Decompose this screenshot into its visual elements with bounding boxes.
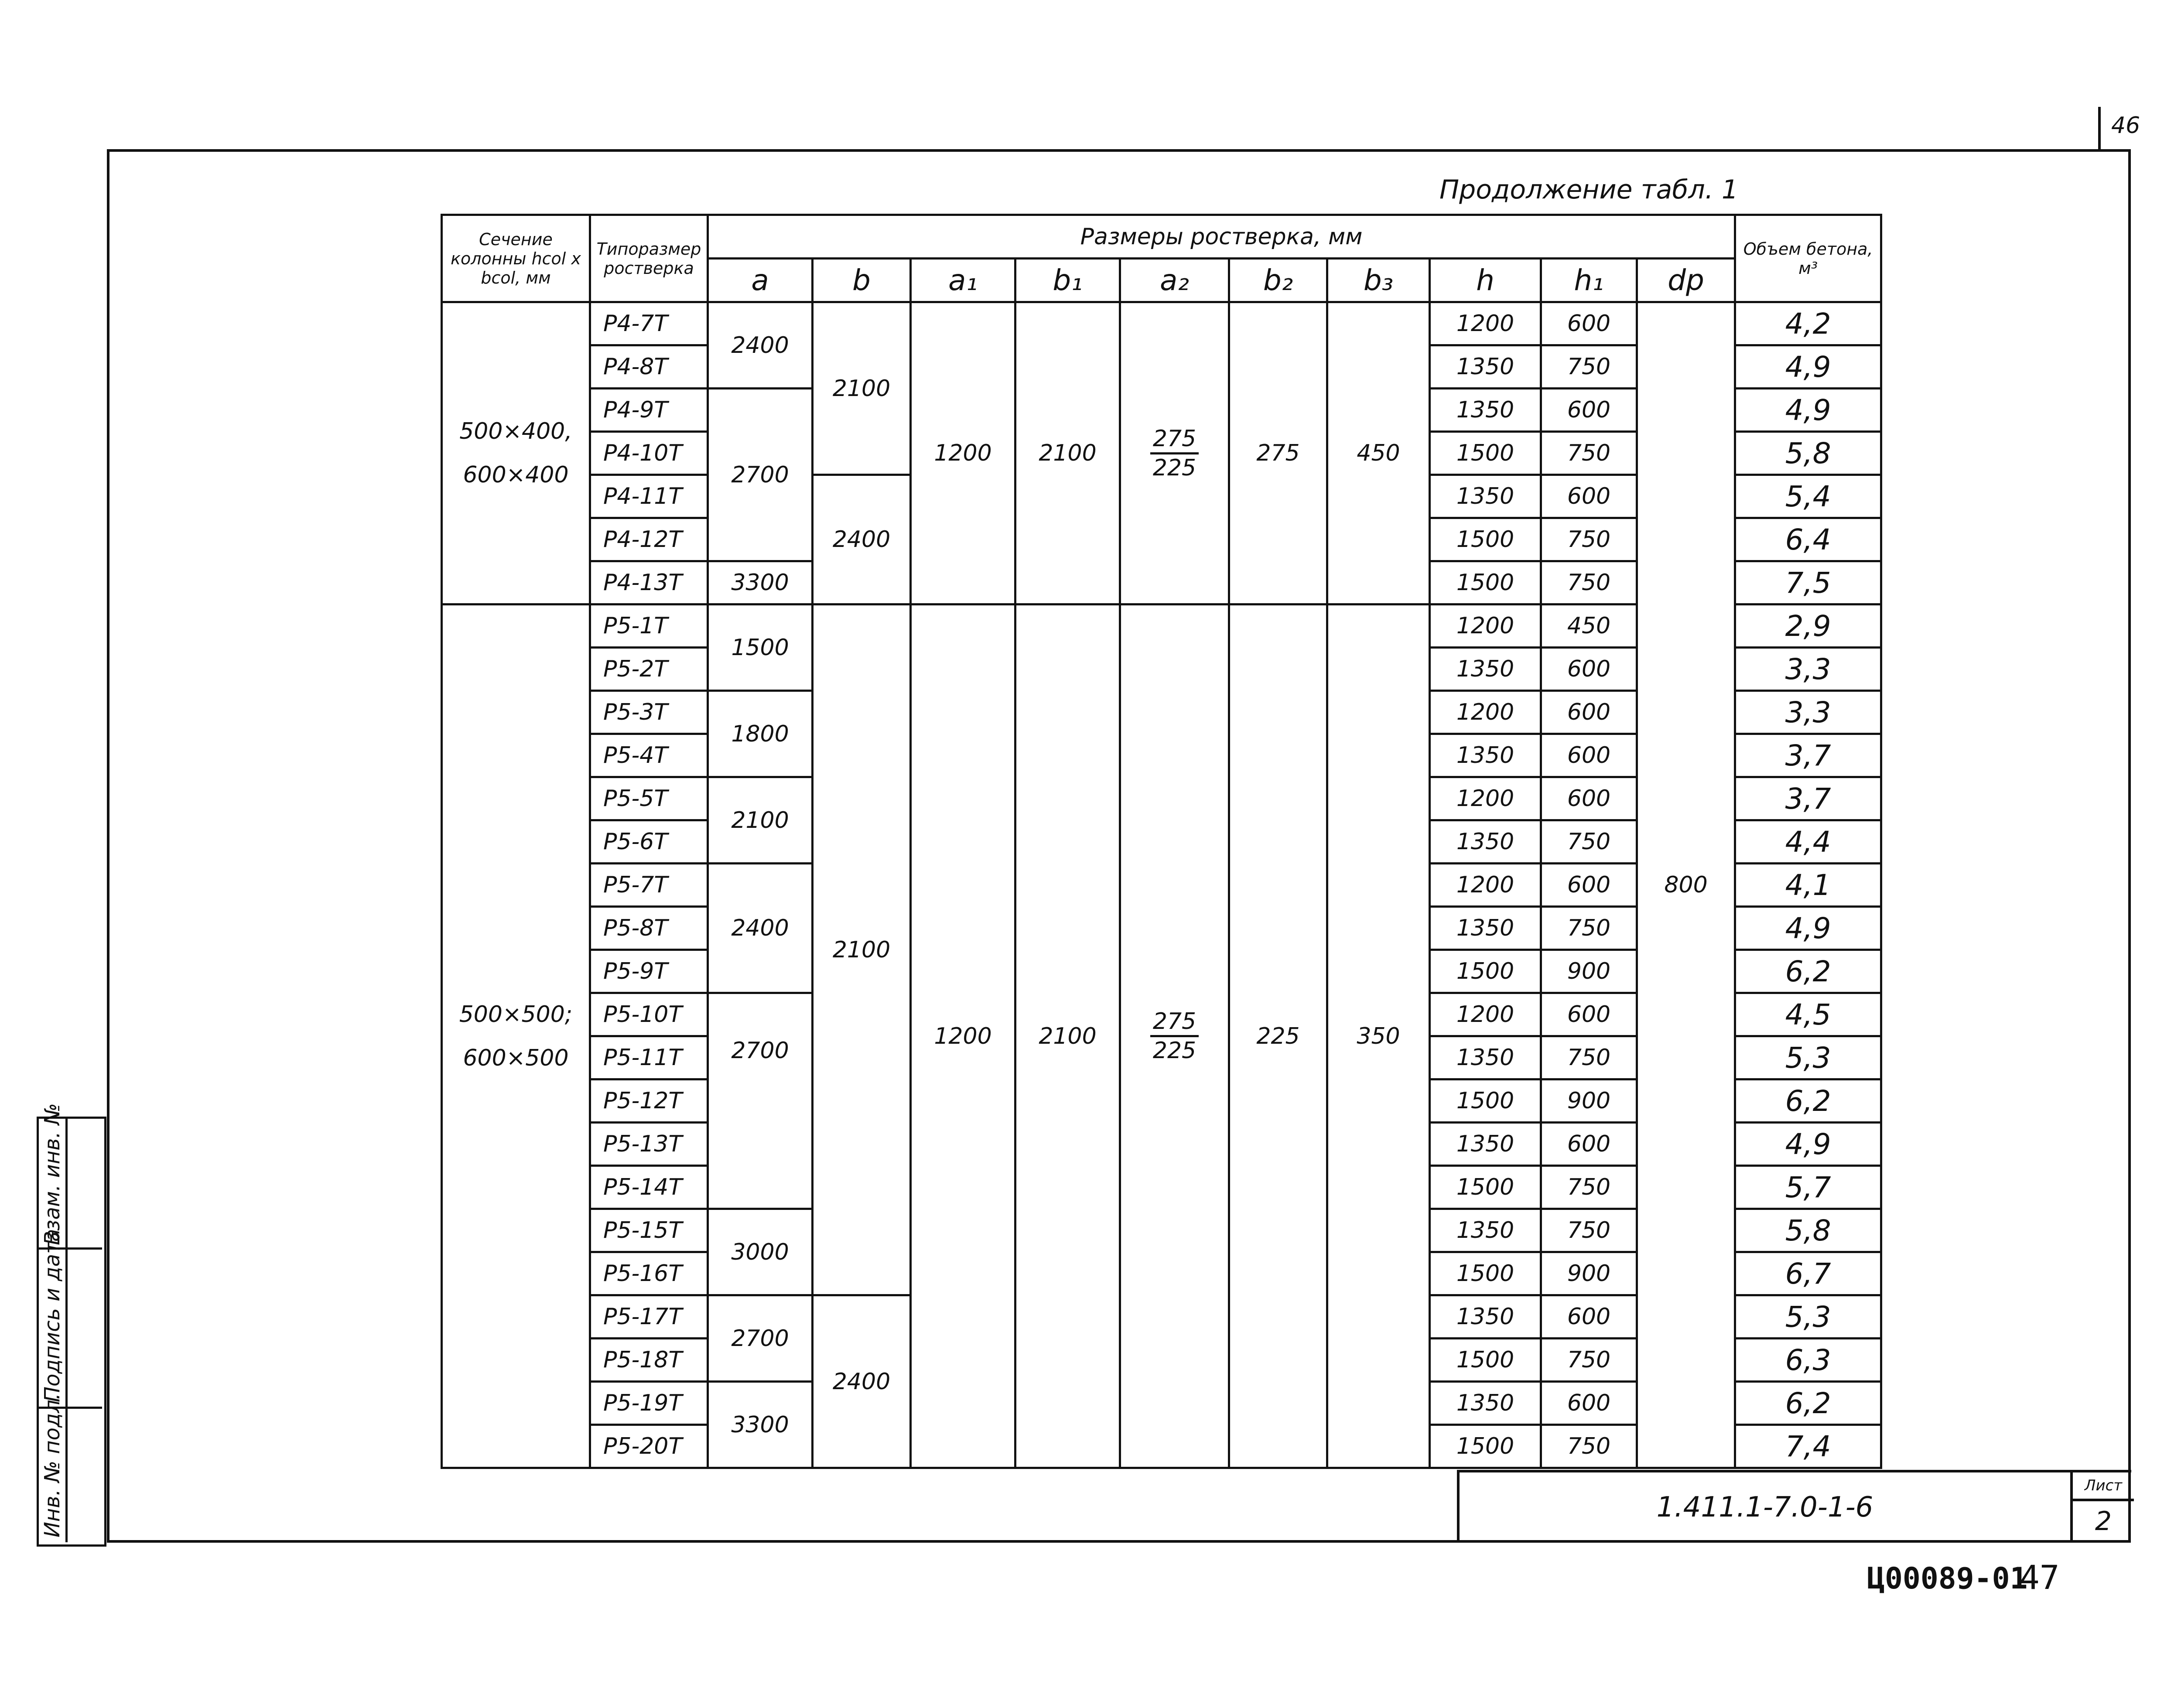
h1-cell: 750 bbox=[1541, 1425, 1637, 1468]
header-dimensions-group: Размеры ростверка, мм bbox=[708, 215, 1735, 259]
a2-denominator: 225 bbox=[1152, 454, 1196, 481]
volume-cell: 5,3 bbox=[1735, 1295, 1881, 1339]
sheet-label: Лист bbox=[2073, 1472, 2134, 1501]
header-volume: Объем бетона, м³ bbox=[1735, 215, 1881, 302]
type-cell: Р5-14Т bbox=[590, 1166, 708, 1209]
a-cell: 1500 bbox=[708, 605, 813, 691]
volume-cell: 5,4 bbox=[1735, 475, 1881, 518]
h-cell: 1500 bbox=[1430, 1079, 1541, 1123]
volume-cell: 6,2 bbox=[1735, 1382, 1881, 1425]
h1-cell: 900 bbox=[1541, 1252, 1637, 1295]
type-cell: Р5-20Т bbox=[590, 1425, 708, 1468]
a-cell: 2400 bbox=[708, 864, 813, 993]
header-col-a: a bbox=[708, 259, 813, 302]
header-col-b1: b₁ bbox=[1015, 259, 1120, 302]
a2-numerator: 275 bbox=[1150, 425, 1199, 454]
h1-cell: 750 bbox=[1541, 432, 1637, 475]
section-cell bbox=[442, 605, 590, 1468]
archive-code: Ц00089-01 bbox=[1867, 1561, 2028, 1596]
h-cell: 1500 bbox=[1430, 518, 1541, 561]
type-cell: Р5-1Т bbox=[590, 605, 708, 648]
volume-cell: 5,8 bbox=[1735, 432, 1881, 475]
h1-cell: 600 bbox=[1541, 734, 1637, 777]
h-cell: 1350 bbox=[1430, 1382, 1541, 1425]
section-line: 500×500; bbox=[459, 1001, 573, 1028]
section-line: 600×500 bbox=[463, 1045, 569, 1071]
a2-cell bbox=[1120, 605, 1229, 1468]
type-cell: Р5-15Т bbox=[590, 1209, 708, 1252]
a-cell: 2700 bbox=[708, 993, 813, 1209]
section-line: 600×400 bbox=[463, 462, 569, 488]
h1-cell: 600 bbox=[1541, 1382, 1637, 1425]
type-cell: Р5-16Т bbox=[590, 1252, 708, 1295]
header-col-h1: h₁ bbox=[1541, 259, 1637, 302]
main-table bbox=[441, 214, 1882, 1469]
page-number-top: 46 bbox=[2111, 113, 2140, 139]
a2-numerator: 275 bbox=[1150, 1008, 1199, 1037]
h-cell: 1500 bbox=[1430, 432, 1541, 475]
volume-cell: 4,9 bbox=[1735, 1123, 1881, 1166]
type-cell: Р4-7Т bbox=[590, 302, 708, 345]
type-cell: Р5-10Т bbox=[590, 993, 708, 1036]
type-cell: Р5-9Т bbox=[590, 950, 708, 993]
type-cell: Р5-7Т bbox=[590, 864, 708, 907]
table-caption: Продолжение табл. 1 bbox=[1439, 174, 1739, 205]
header-col-b3: b₃ bbox=[1327, 259, 1430, 302]
type-cell: Р5-2Т bbox=[590, 648, 708, 691]
corner-tick bbox=[2098, 107, 2101, 152]
h-cell: 1350 bbox=[1430, 1036, 1541, 1079]
frame-top-line bbox=[107, 149, 2131, 152]
header-col-b2: b₂ bbox=[1229, 259, 1327, 302]
type-cell: Р5-18Т bbox=[590, 1339, 708, 1382]
h-cell: 1350 bbox=[1430, 1209, 1541, 1252]
header-col-a2: a₂ bbox=[1120, 259, 1229, 302]
table-row bbox=[442, 302, 1881, 345]
type-cell: Р4-13Т bbox=[590, 561, 708, 605]
type-cell: Р5-12Т bbox=[590, 1079, 708, 1123]
header-col-a1: a₁ bbox=[911, 259, 1015, 302]
header-col-h: h bbox=[1430, 259, 1541, 302]
h-cell: 1350 bbox=[1430, 475, 1541, 518]
b1-cell: 2100 bbox=[1015, 605, 1120, 1468]
a2-fraction bbox=[1150, 425, 1199, 482]
h1-cell: 600 bbox=[1541, 993, 1637, 1036]
h1-cell: 600 bbox=[1541, 1295, 1637, 1339]
h-cell: 1350 bbox=[1430, 648, 1541, 691]
volume-cell: 6,7 bbox=[1735, 1252, 1881, 1295]
h-cell: 1350 bbox=[1430, 1295, 1541, 1339]
h1-cell: 600 bbox=[1541, 302, 1637, 345]
h1-cell: 900 bbox=[1541, 950, 1637, 993]
h-cell: 1500 bbox=[1430, 950, 1541, 993]
h-cell: 1350 bbox=[1430, 1123, 1541, 1166]
h1-cell: 750 bbox=[1541, 820, 1637, 864]
header-col-dp: dp bbox=[1637, 259, 1735, 302]
a2-fraction bbox=[1150, 1008, 1199, 1064]
h-cell: 1500 bbox=[1430, 1425, 1541, 1468]
a-cell: 1800 bbox=[708, 691, 813, 777]
b-cell: 2400 bbox=[813, 475, 911, 605]
h-cell: 1200 bbox=[1430, 605, 1541, 648]
type-cell: Р4-10Т bbox=[590, 432, 708, 475]
volume-cell: 4,9 bbox=[1735, 907, 1881, 950]
a-cell: 2400 bbox=[708, 302, 813, 389]
h1-cell: 600 bbox=[1541, 475, 1637, 518]
a-cell: 2700 bbox=[708, 1295, 813, 1382]
h-cell: 1200 bbox=[1430, 691, 1541, 734]
a-cell: 3300 bbox=[708, 561, 813, 605]
volume-cell: 4,4 bbox=[1735, 820, 1881, 864]
b2-cell: 225 bbox=[1229, 605, 1327, 1468]
title-block bbox=[1457, 1470, 2131, 1542]
h-cell: 1350 bbox=[1430, 389, 1541, 432]
h1-cell: 750 bbox=[1541, 1209, 1637, 1252]
h-cell: 1500 bbox=[1430, 1252, 1541, 1295]
h-cell: 1500 bbox=[1430, 1339, 1541, 1382]
volume-cell: 5,8 bbox=[1735, 1209, 1881, 1252]
h1-cell: 750 bbox=[1541, 1339, 1637, 1382]
h-cell: 1500 bbox=[1430, 561, 1541, 605]
h1-cell: 600 bbox=[1541, 389, 1637, 432]
h1-cell: 600 bbox=[1541, 777, 1637, 820]
h1-cell: 600 bbox=[1541, 691, 1637, 734]
h1-cell: 750 bbox=[1541, 518, 1637, 561]
type-cell: Р4-9Т bbox=[590, 389, 708, 432]
dp-cell: 800 bbox=[1637, 302, 1735, 1468]
section-line: 500×400, bbox=[459, 418, 572, 444]
a1-cell: 1200 bbox=[911, 605, 1015, 1468]
h-cell: 1500 bbox=[1430, 1166, 1541, 1209]
volume-cell: 3,7 bbox=[1735, 734, 1881, 777]
volume-cell: 7,4 bbox=[1735, 1425, 1881, 1468]
a-cell: 3300 bbox=[708, 1382, 813, 1468]
type-cell: Р5-17Т bbox=[590, 1295, 708, 1339]
type-cell: Р4-8Т bbox=[590, 345, 708, 389]
volume-cell: 5,7 bbox=[1735, 1166, 1881, 1209]
type-cell: Р5-6Т bbox=[590, 820, 708, 864]
h1-cell: 750 bbox=[1541, 561, 1637, 605]
volume-cell: 4,2 bbox=[1735, 302, 1881, 345]
h1-cell: 600 bbox=[1541, 1123, 1637, 1166]
type-cell: Р5-13Т bbox=[590, 1123, 708, 1166]
type-cell: Р5-4Т bbox=[590, 734, 708, 777]
h1-cell: 900 bbox=[1541, 1079, 1637, 1123]
header-type: Типоразмер ростверка bbox=[590, 215, 708, 302]
volume-cell: 7,5 bbox=[1735, 561, 1881, 605]
b2-cell: 275 bbox=[1229, 302, 1327, 605]
type-cell: Р5-11Т bbox=[590, 1036, 708, 1079]
h1-cell: 750 bbox=[1541, 1036, 1637, 1079]
b3-cell: 350 bbox=[1327, 605, 1430, 1468]
h1-cell: 600 bbox=[1541, 864, 1637, 907]
volume-cell: 4,5 bbox=[1735, 993, 1881, 1036]
frame-left-line bbox=[107, 149, 109, 1543]
type-cell: Р5-5Т bbox=[590, 777, 708, 820]
sheet-box bbox=[2070, 1472, 2134, 1542]
h1-cell: 750 bbox=[1541, 1166, 1637, 1209]
a2-denominator: 225 bbox=[1152, 1038, 1196, 1064]
b-cell: 2400 bbox=[813, 1295, 911, 1468]
volume-cell: 4,9 bbox=[1735, 345, 1881, 389]
header-section: Сечение колонны hcol x bcol, мм bbox=[442, 215, 590, 302]
h-cell: 1200 bbox=[1430, 302, 1541, 345]
volume-cell: 6,2 bbox=[1735, 1079, 1881, 1123]
b3-cell: 450 bbox=[1327, 302, 1430, 605]
stamp-divider bbox=[65, 1117, 68, 1542]
h-cell: 1350 bbox=[1430, 907, 1541, 950]
type-cell: Р4-12Т bbox=[590, 518, 708, 561]
volume-cell: 2,9 bbox=[1735, 605, 1881, 648]
stamp-sign-date: Подпись и дата bbox=[40, 1229, 65, 1402]
type-cell: Р5-3Т bbox=[590, 691, 708, 734]
h-cell: 1350 bbox=[1430, 734, 1541, 777]
volume-cell: 6,2 bbox=[1735, 950, 1881, 993]
volume-cell: 4,1 bbox=[1735, 864, 1881, 907]
volume-cell: 6,4 bbox=[1735, 518, 1881, 561]
volume-cell: 4,9 bbox=[1735, 389, 1881, 432]
a1-cell: 1200 bbox=[911, 302, 1015, 605]
type-cell: Р5-8Т bbox=[590, 907, 708, 950]
section-cell bbox=[442, 302, 590, 605]
stamp-inv-no: Инв. № подл. bbox=[40, 1393, 65, 1537]
sheet-number: 2 bbox=[2095, 1506, 2112, 1537]
b-cell: 2100 bbox=[813, 302, 911, 475]
volume-cell: 6,3 bbox=[1735, 1339, 1881, 1382]
volume-cell: 3,7 bbox=[1735, 777, 1881, 820]
b1-cell: 2100 bbox=[1015, 302, 1120, 605]
h1-cell: 750 bbox=[1541, 907, 1637, 950]
a-cell: 3000 bbox=[708, 1209, 813, 1295]
frame-right-line bbox=[2128, 149, 2131, 1543]
h1-cell: 750 bbox=[1541, 345, 1637, 389]
h-cell: 1200 bbox=[1430, 777, 1541, 820]
h-cell: 1200 bbox=[1430, 993, 1541, 1036]
stamp-replaces: Взам. инв. № bbox=[40, 1103, 65, 1245]
header-col-b: b bbox=[813, 259, 911, 302]
h-cell: 1200 bbox=[1430, 864, 1541, 907]
h-cell: 1350 bbox=[1430, 820, 1541, 864]
document-code: 1.411.1-7.0-1-6 bbox=[1656, 1491, 1873, 1524]
h1-cell: 600 bbox=[1541, 648, 1637, 691]
volume-cell: 3,3 bbox=[1735, 648, 1881, 691]
a-cell: 2700 bbox=[708, 389, 813, 561]
h-cell: 1350 bbox=[1430, 345, 1541, 389]
volume-cell: 3,3 bbox=[1735, 691, 1881, 734]
a2-cell bbox=[1120, 302, 1229, 605]
footer-page-number: 47 bbox=[2020, 1558, 2060, 1597]
type-cell: Р5-19Т bbox=[590, 1382, 708, 1425]
volume-cell: 5,3 bbox=[1735, 1036, 1881, 1079]
a-cell: 2100 bbox=[708, 777, 813, 864]
b-cell: 2100 bbox=[813, 605, 911, 1295]
type-cell: Р4-11Т bbox=[590, 475, 708, 518]
h1-cell: 450 bbox=[1541, 605, 1637, 648]
